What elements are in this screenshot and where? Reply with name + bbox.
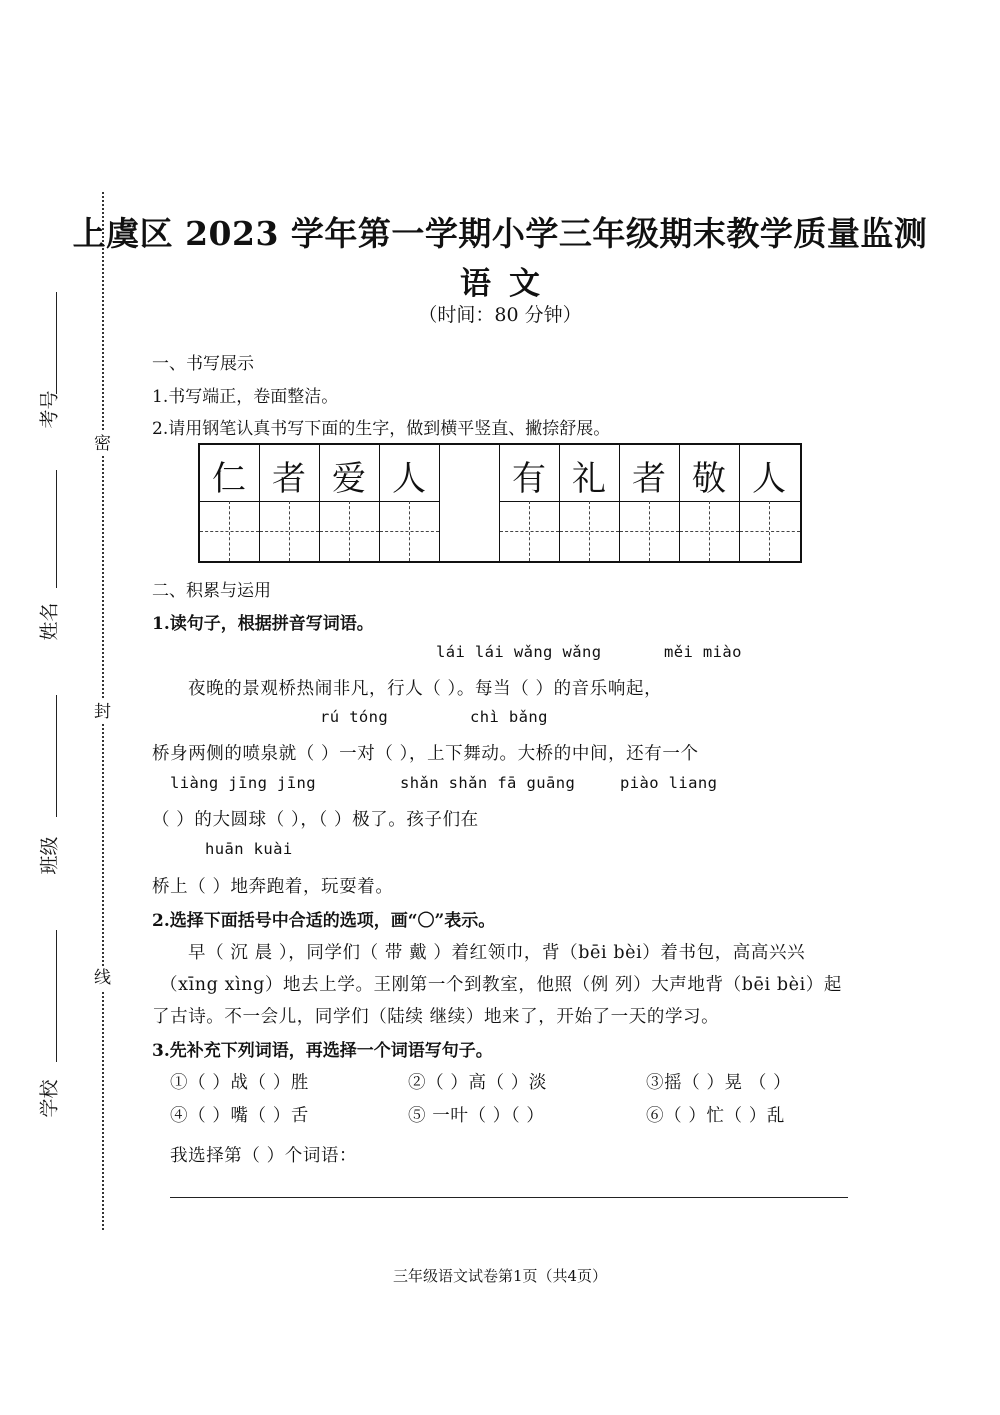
name-label: 姓名 bbox=[38, 602, 61, 641]
q2-line: 早（ 沉 晨 ），同学们（ 带 戴 ）着红领巾，背（bēi bèi）着书包，高高兴兴 bbox=[188, 943, 806, 963]
grid-cell[interactable] bbox=[620, 445, 680, 561]
grid-character: 礼 bbox=[572, 459, 606, 499]
pinyin: piào liang bbox=[620, 774, 718, 792]
seal-char-mi: 密 bbox=[94, 434, 111, 454]
writing-grid bbox=[198, 443, 802, 563]
q1-title: 1.读句子，根据拼音写词语。 bbox=[152, 614, 374, 634]
exam-number-label: 考号 bbox=[38, 390, 61, 429]
pinyin: rú tóng bbox=[320, 708, 389, 726]
q3-title: 3.先补充下列词语，再选择一个词语写句子。 bbox=[152, 1041, 493, 1061]
pinyin: shǎn shǎn fā guāng bbox=[400, 774, 576, 792]
grid-character: 人 bbox=[752, 459, 786, 499]
q1-sentence-line: 桥身两侧的喷泉就（ ）一对（ ），上下舞动。大桥的中间，还有一个 bbox=[152, 744, 699, 764]
grid-cell[interactable] bbox=[380, 445, 440, 561]
school-label: 学校 bbox=[38, 1079, 61, 1118]
q2-title: 2.选择下面括号中合适的选项，画“〇”表示。 bbox=[152, 911, 496, 931]
q1-sentence-line: 夜晚的景观桥热闹非凡，行人（ ）。每当（ ）的音乐响起， bbox=[188, 679, 663, 699]
section1-item2: 2.请用钢笔认真书写下面的生字，做到横平竖直、撇捺舒展。 bbox=[152, 419, 611, 439]
q3-idiom: ④（ ）嘴（ ）舌 bbox=[170, 1106, 310, 1126]
q3-idiom: ⑤ 一叶（ ）（ ） bbox=[408, 1106, 545, 1126]
q3-idiom: ①（ ）战（ ）胜 bbox=[170, 1073, 310, 1093]
grid-character: 敬 bbox=[692, 459, 726, 499]
grid-character: 者 bbox=[272, 459, 306, 499]
q1-sentence-line: （ ）的大圆球（ ），（ ）极了。孩子们在 bbox=[152, 810, 479, 830]
subject-title: 语文 bbox=[460, 266, 558, 302]
pinyin: chì bǎng bbox=[470, 708, 548, 726]
pinyin: liàng jīng jīng bbox=[170, 774, 316, 792]
answer-line[interactable] bbox=[170, 1197, 848, 1198]
pinyin: huān kuài bbox=[205, 840, 293, 858]
grid-cell[interactable] bbox=[680, 445, 740, 561]
grid-character: 人 bbox=[392, 459, 426, 499]
q3-idiom: ⑥（ ）忙（ ）乱 bbox=[646, 1106, 786, 1126]
school-line bbox=[56, 930, 57, 1062]
section1-heading: 一、书写展示 bbox=[152, 354, 254, 374]
grid-cell[interactable] bbox=[200, 445, 260, 561]
grid-character: 者 bbox=[632, 459, 666, 499]
grid-character: 仁 bbox=[212, 459, 246, 499]
section1-item1: 1.书写端正，卷面整洁。 bbox=[152, 387, 339, 407]
pinyin: měi miào bbox=[664, 643, 742, 661]
exam-time: （时间：80 分钟） bbox=[418, 304, 582, 326]
seal-char-feng: 封 bbox=[94, 702, 111, 722]
grid-cell[interactable] bbox=[740, 445, 800, 561]
pinyin: lái lái wǎng wǎng bbox=[436, 643, 602, 661]
class-label: 班级 bbox=[38, 836, 61, 875]
q3-choose-prompt: 我选择第（ ）个词语： bbox=[170, 1146, 358, 1166]
q1-sentence-line: 桥上（ ）地奔跑着，玩耍着。 bbox=[152, 877, 394, 897]
q3-idiom: ②（ ）高（ ）淡 bbox=[408, 1073, 548, 1093]
grid-cell-blank bbox=[440, 445, 500, 561]
grid-character: 有 bbox=[512, 459, 546, 499]
section2-heading: 二、积累与运用 bbox=[152, 581, 271, 601]
q3-idiom: ③摇（ ）晃 （ ） bbox=[646, 1073, 792, 1093]
seal-char-xian: 线 bbox=[94, 968, 111, 988]
q2-line: 了古诗。不一会儿，同学们（陆续 继续）地来了，开始了一天的学习。 bbox=[152, 1007, 720, 1027]
page-footer: 三年级语文试卷第1页（共4页） bbox=[392, 1267, 608, 1285]
exam-title: 上虞区 2023 学年第一学期小学三年级期末教学质量监测 bbox=[72, 214, 928, 253]
q2-line: （xīng xìng）地去上学。王刚第一个到教室，他照（例 列）大声地背（bēi bèi）起 bbox=[160, 975, 842, 995]
grid-cell[interactable] bbox=[500, 445, 560, 561]
grid-cell[interactable] bbox=[560, 445, 620, 561]
grid-cell[interactable] bbox=[320, 445, 380, 561]
grid-character: 爱 bbox=[332, 459, 366, 499]
class-line bbox=[56, 695, 57, 817]
name-line bbox=[56, 470, 57, 588]
grid-cell[interactable] bbox=[260, 445, 320, 561]
